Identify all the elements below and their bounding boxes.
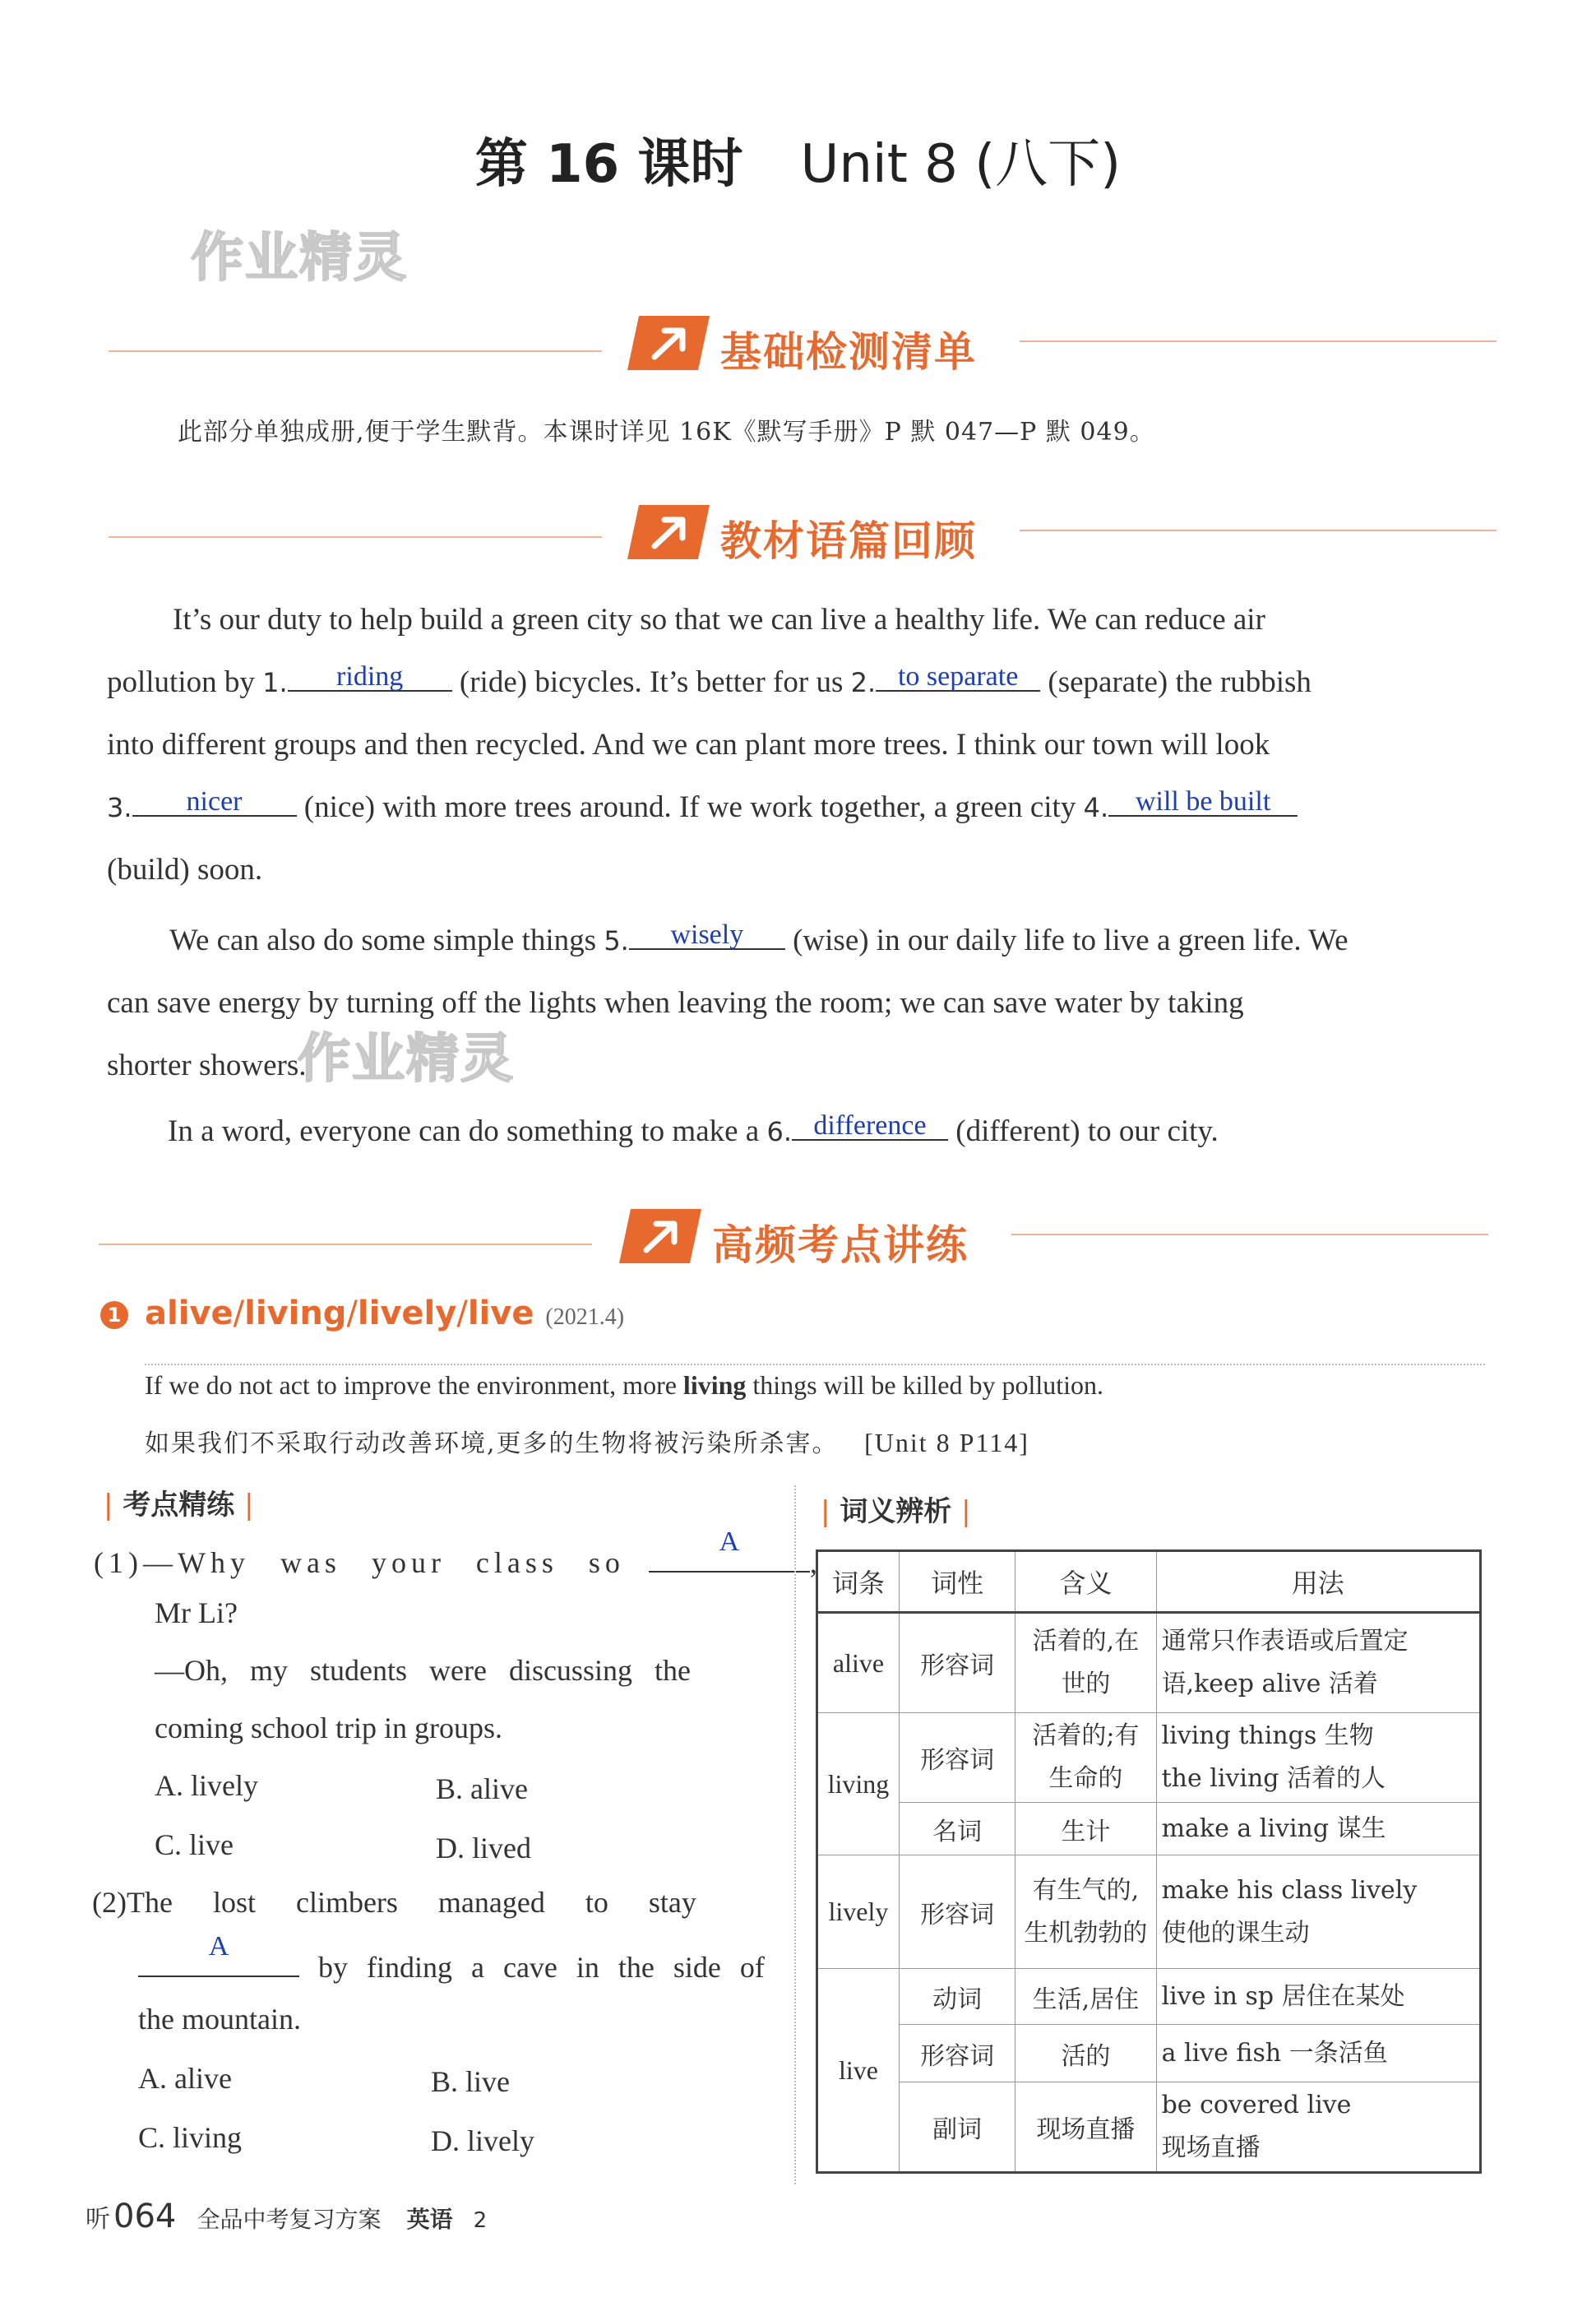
- table-cell: 生活,居住: [1015, 1969, 1156, 2025]
- watermark: 作业精灵: [298, 1029, 515, 1090]
- practice-heading: | 考点精练 |: [104, 1489, 254, 1522]
- column-divider: [794, 1485, 796, 2184]
- column-header: 用法: [1156, 1551, 1480, 1613]
- usage-text: 使他的课生动: [1161, 1918, 1310, 1948]
- lesson-number: 第 16 课时: [474, 134, 743, 195]
- passage-text: (nice) with more trees around. If we work together, a green city: [303, 790, 1076, 824]
- analysis-heading: | 词义辨析 |: [821, 1495, 971, 1528]
- answer-blank[interactable]: [132, 784, 297, 817]
- passage-line: [107, 651, 1505, 714]
- option-c[interactable]: C. live: [155, 1828, 234, 1861]
- arrow-icon: [619, 1209, 701, 1263]
- table-cell: 生计: [1015, 1803, 1156, 1855]
- keyword: alive: [145, 1295, 234, 1332]
- usage-text: the living 活着的人: [1161, 1764, 1386, 1793]
- passage-text: pollution by: [107, 665, 255, 699]
- table-cell: 活着的,在世的: [1015, 1613, 1156, 1713]
- answer-blank[interactable]: [629, 917, 785, 950]
- table-cell: [1156, 1713, 1480, 1803]
- book-title: 全品中考复习方案: [197, 2206, 382, 2233]
- option-d[interactable]: D. lived: [436, 1832, 531, 1864]
- section-title: 基础检测清单: [720, 328, 977, 376]
- section-header-keypoints: [625, 1209, 1497, 1269]
- table-cell: 动词: [899, 1969, 1015, 2025]
- passage-text: We can also do some simple things: [169, 924, 597, 957]
- question-text: coming school trip in groups.: [155, 1712, 502, 1744]
- column-header: 含义: [1015, 1551, 1156, 1613]
- section-divider: [99, 1244, 592, 1245]
- option-d[interactable]: D. lively: [431, 2124, 534, 2157]
- dotted-divider: [145, 1364, 1485, 1365]
- section-title: 高频考点讲练: [712, 1221, 969, 1269]
- passage-paragraph-3: [107, 1100, 1505, 1163]
- usage-text: make his class lively: [1161, 1875, 1418, 1905]
- arrow-icon: [627, 505, 710, 559]
- question-text: the mountain.: [138, 2003, 301, 2036]
- passage-line: into different groups and then recycled. And we can plant more trees. I think our town will look: [107, 728, 1270, 762]
- blank-number: 3.: [107, 792, 132, 823]
- page-title: [0, 122, 1596, 197]
- passage-text: (different) to our city.: [955, 1114, 1219, 1148]
- watermark: 作业精灵: [191, 228, 408, 289]
- blank-number: 4.: [1083, 792, 1109, 823]
- table-row: [817, 1713, 1481, 1803]
- table-cell: 通常只作表语或后置定语,keep alive 活着: [1156, 1613, 1480, 1713]
- table-row: [817, 1969, 1481, 2025]
- section-header-passage: [633, 505, 1505, 565]
- answer-text: wisely: [670, 919, 744, 950]
- section-divider: [1011, 1234, 1488, 1235]
- section-divider: [109, 536, 602, 538]
- keypoint-title: [145, 1295, 624, 1332]
- column-header: 词性: [899, 1551, 1015, 1613]
- passage-paragraph-1: [107, 589, 1505, 901]
- page-footer: [86, 2198, 487, 2235]
- section-divider: [1020, 530, 1497, 531]
- question-text: (2)The lost climbers managed to stay: [92, 1886, 696, 1919]
- example-sentence: [145, 1370, 1103, 1401]
- table-header-row: [817, 1551, 1481, 1613]
- example-text: things will be killed by pollution.: [746, 1370, 1104, 1400]
- page-number: 064: [113, 2198, 177, 2235]
- exam-date: (2021.4): [545, 1304, 625, 1330]
- blank-number: 5.: [604, 925, 629, 957]
- answer-text: will be built: [1135, 786, 1271, 817]
- table-cell: 形容词: [899, 1613, 1015, 1713]
- question-text: Mr Li?: [155, 1596, 238, 1629]
- usage-text: be covered live: [1161, 2091, 1352, 2119]
- section-divider: [1020, 340, 1497, 342]
- section-title: 教材语篇回顾: [720, 517, 977, 565]
- table-row: [817, 2025, 1481, 2082]
- table-cell: alive: [817, 1613, 900, 1713]
- passage-line: It’s our duty to help build a green city so that we can live a healthy life. We can reduce air: [173, 603, 1265, 637]
- footer-prefix: 听: [86, 2205, 110, 2234]
- example-text: If we do not act to improve the environment, more: [145, 1370, 683, 1400]
- answer-text: A: [208, 1931, 229, 1962]
- column-header: 词条: [817, 1551, 900, 1613]
- table-cell: 副词: [899, 2082, 1015, 2173]
- passage-text: (wise) in our daily life to live a green life. We: [793, 924, 1349, 957]
- passage-paragraph-2: [107, 910, 1505, 1097]
- table-cell: make a living 谋生: [1156, 1803, 1480, 1855]
- translation-text: 如果我们不采取行动改善环境,更多的生物将被污染所杀害。: [145, 1429, 839, 1458]
- table-cell: [1156, 1855, 1480, 1969]
- heading-text: 词义辨析: [840, 1495, 952, 1528]
- table-cell: living: [817, 1713, 900, 1855]
- separator: /: [456, 1295, 468, 1332]
- answer-text: to separate: [897, 661, 1019, 692]
- passage-line: [107, 1100, 1505, 1163]
- question-2: [138, 1931, 765, 1985]
- heading-text: 考点精练: [123, 1489, 235, 1522]
- arrow-icon: [627, 316, 710, 370]
- table-cell: live: [817, 1969, 900, 2173]
- blank-number: 1.: [262, 667, 288, 698]
- question-text: (1)—Why was your class so: [94, 1546, 625, 1579]
- passage-text: (separate) the rubbish: [1048, 665, 1311, 699]
- option-c[interactable]: C. living: [138, 2121, 243, 2154]
- passage-line: [107, 776, 1505, 839]
- passage-line: shorter showers.: [107, 1049, 307, 1082]
- option-a[interactable]: A. alive: [138, 2062, 232, 2095]
- passage-line: [107, 910, 1505, 972]
- table-row: [817, 2082, 1481, 2173]
- question-text: —Oh, my students were discussing the: [155, 1654, 691, 1687]
- table-cell: 有生气的,生机勃勃的: [1015, 1855, 1156, 1969]
- passage-text: (ride) bicycles. It’s better for us: [459, 665, 844, 699]
- blank-number: 6.: [766, 1116, 792, 1147]
- table-cell: 活着的;有生命的: [1015, 1713, 1156, 1803]
- passage-text: In a word, everyone can do something to make a: [168, 1114, 760, 1148]
- table-row: [817, 1855, 1481, 1969]
- subject: 英语: [406, 2206, 453, 2233]
- table-cell: 活的: [1015, 2025, 1156, 2082]
- option-a[interactable]: A. lively: [155, 1769, 258, 1802]
- answer-blank[interactable]: [138, 1931, 299, 1977]
- usage-text: living things 生物: [1161, 1721, 1374, 1750]
- punctuation: ,: [809, 1546, 817, 1579]
- answer-blank[interactable]: [792, 1108, 948, 1141]
- usage-text: 现场直播: [1161, 2133, 1261, 2162]
- passage-line: (build) soon.: [107, 853, 263, 887]
- table-cell: lively: [817, 1855, 900, 1969]
- answer-blank[interactable]: [876, 659, 1040, 692]
- table-cell: 现场直播: [1015, 2082, 1156, 2173]
- blank-number: 2.: [850, 667, 877, 698]
- keyword: lively: [357, 1295, 457, 1332]
- section-divider: [109, 350, 602, 352]
- word-analysis-table: [816, 1549, 1482, 2174]
- table-cell: 形容词: [899, 1713, 1015, 1803]
- question-text: by finding a cave in the side of: [318, 1951, 765, 1984]
- section-note: 此部分单独成册,便于学生默背。本课时详见 16K《默写手册》P 默 047—P 默 049。: [178, 418, 1155, 447]
- answer-text: A: [719, 1526, 740, 1557]
- answer-blank[interactable]: [649, 1526, 810, 1573]
- table-row: [817, 1803, 1481, 1855]
- table-cell: [1156, 2082, 1480, 2173]
- section-header-basic: [633, 316, 1505, 376]
- example-translation: [145, 1423, 1029, 1459]
- unit-title: Unit 8 (八下): [800, 134, 1122, 195]
- option-b[interactable]: B. live: [431, 2065, 510, 2098]
- table-cell: live in sp 居住在某处: [1156, 1969, 1480, 2025]
- passage-line: can save energy by turning off the lights when leaving the room; we can save water by taking: [107, 986, 1244, 1020]
- table-row: [817, 1613, 1481, 1713]
- table-cell: 形容词: [899, 1855, 1015, 1969]
- answer-text: nicer: [186, 786, 243, 817]
- table-cell: 名词: [899, 1803, 1015, 1855]
- answer-text: riding: [336, 661, 404, 692]
- table-cell: a live fish 一条活鱼: [1156, 2025, 1480, 2082]
- volume: 2: [473, 2208, 488, 2233]
- separator: /: [233, 1295, 245, 1332]
- table-cell: 形容词: [899, 2025, 1015, 2082]
- option-b[interactable]: B. alive: [436, 1772, 528, 1805]
- question-1: [94, 1526, 817, 1580]
- source-reference: [Unit 8 P114]: [864, 1428, 1029, 1457]
- answer-blank[interactable]: [1108, 784, 1298, 817]
- answer-text: difference: [813, 1110, 927, 1141]
- keypoint-number-badge: 1: [100, 1301, 128, 1329]
- separator: /: [346, 1295, 358, 1332]
- example-keyword: living: [682, 1370, 747, 1400]
- answer-blank[interactable]: [288, 659, 452, 692]
- keyword: live: [467, 1295, 534, 1332]
- keyword: living: [244, 1295, 347, 1332]
